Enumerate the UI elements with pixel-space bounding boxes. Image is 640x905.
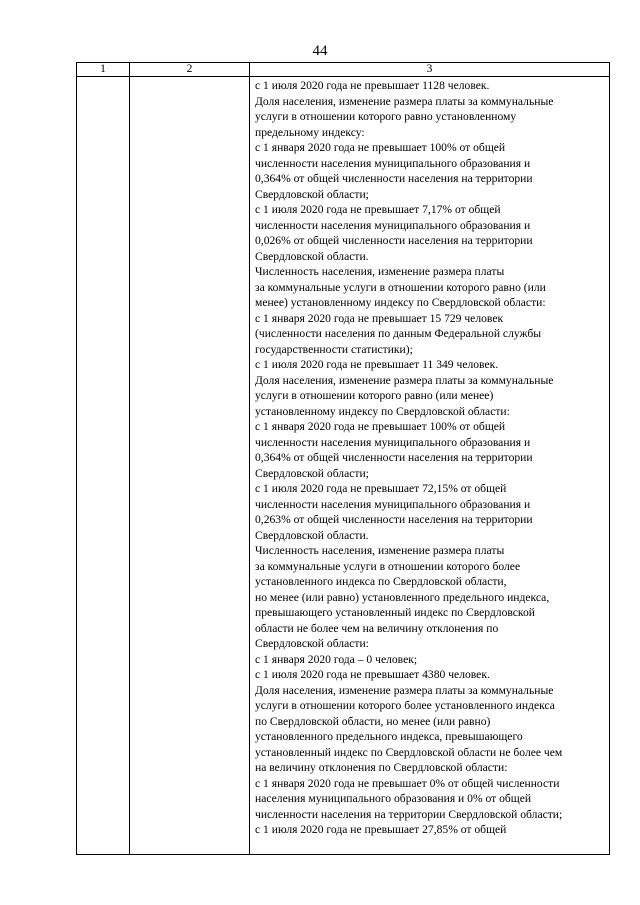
text-line: Свердловской области. — [255, 249, 369, 263]
text-lines — [255, 78, 606, 838]
text-line: установленный индекс по Свердловской области не более чем — [255, 745, 563, 759]
text-line: менее) установленному индексу по Свердловской области: — [255, 296, 546, 309]
column-header-3: 3 — [250, 63, 610, 77]
text-line: услуги в отношении которого равно (или менее) — [255, 389, 494, 402]
text-line: с 1 января 2020 года не превышает 15 729 человек — [255, 311, 504, 325]
text-line: с 1 июля 2020 года не превышает 4380 человек. — [255, 668, 490, 681]
text-line: с 1 июля 2020 года не превышает 27,85% от общей — [255, 823, 507, 836]
table-header-row — [77, 63, 610, 77]
text-line: Свердловской области; — [255, 466, 369, 480]
text-line: установленному индексу по Свердловской области: — [255, 404, 510, 418]
text-line: государственности статистики); — [255, 342, 413, 356]
document-table — [76, 62, 610, 855]
text-line: с 1 июля 2020 года не превышает 1128 человек. — [255, 79, 490, 92]
text-line: Свердловской области: — [255, 637, 369, 650]
text-line: предельному индексу: — [255, 125, 365, 139]
table-cell-col3 — [250, 77, 610, 855]
text-line: установленного индекса по Свердловской области, — [255, 575, 507, 588]
table-row — [77, 77, 610, 855]
text-line: превышающего установленный индекс по Свердловской — [255, 606, 535, 619]
text-line: с 1 июля 2020 года не превышает 11 349 человек. — [255, 358, 499, 371]
text-line: с 1 июля 2020 года не превышает 7,17% от общей — [255, 203, 501, 216]
text-line: 0,263% от общей численности населения на территории — [255, 513, 533, 526]
table-cell-col2 — [130, 77, 250, 855]
text-line: за коммунальные услуги в отношении которого равно (или — [255, 280, 546, 294]
text-line: Свердловской области. — [255, 528, 369, 542]
text-line: с 1 января 2020 года не превышает 100% от общей — [255, 141, 506, 154]
text-line: Доля населения, изменение размера платы за коммунальные — [255, 373, 554, 387]
text-line: на величину отклонения по Свердловской области: — [255, 761, 508, 774]
text-line: Численность населения, изменение размера платы — [255, 265, 505, 278]
text-line: Доля населения, изменение размера платы за коммунальные — [255, 683, 554, 697]
text-line: Доля населения, изменение размера платы за коммунальные — [255, 94, 554, 108]
text-line: Численность населения, изменение размера платы — [255, 544, 505, 557]
text-line: Свердловской области; — [255, 187, 369, 201]
text-line: численности населения муниципального образования и — [255, 156, 531, 170]
text-line: численности населения на территории Свердловской области; — [255, 807, 563, 821]
text-line: услуги в отношении которого более установленного индекса — [255, 699, 555, 712]
text-line: населения муниципального образования и 0% от общей — [255, 792, 532, 805]
text-line: по Свердловской области, но менее (или равно) — [255, 714, 491, 728]
text-line: с 1 января 2020 года не превышает 100% от общей — [255, 420, 506, 433]
page-number: 44 — [312, 43, 328, 59]
text-line: с 1 июля 2020 года не превышает 72,15% от общей — [255, 482, 507, 495]
text-line: за коммунальные услуги в отношении которого более — [255, 559, 521, 573]
text-line: численности населения муниципального образования и — [255, 218, 531, 232]
column-header-1: 1 — [77, 63, 130, 77]
text-line: установленного предельного индекса, превышающего — [255, 730, 523, 743]
text-line: но менее (или равно) установленного предельного индекса, — [255, 590, 550, 604]
text-line: (численности населения по данным Федеральной службы — [255, 327, 542, 340]
text-line: 0,364% от общей численности населения на территории — [255, 172, 533, 185]
text-line: численности населения муниципального образования и — [255, 497, 531, 511]
text-line: численности населения муниципального образования и — [255, 435, 531, 449]
text-line: с 1 января 2020 года – 0 человек; — [255, 652, 418, 666]
table-cell-col1 — [77, 77, 130, 855]
text-line: с 1 января 2020 года не превышает 0% от общей численности — [255, 776, 560, 790]
text-line: 0,026% от общей численности населения на территории — [255, 234, 533, 247]
text-line: услуги в отношении которого равно установленному — [255, 110, 517, 123]
text-line: 0,364% от общей численности населения на территории — [255, 451, 533, 464]
text-line: области не более чем на величину отклонения по — [255, 621, 499, 635]
column-header-2: 2 — [130, 63, 250, 77]
